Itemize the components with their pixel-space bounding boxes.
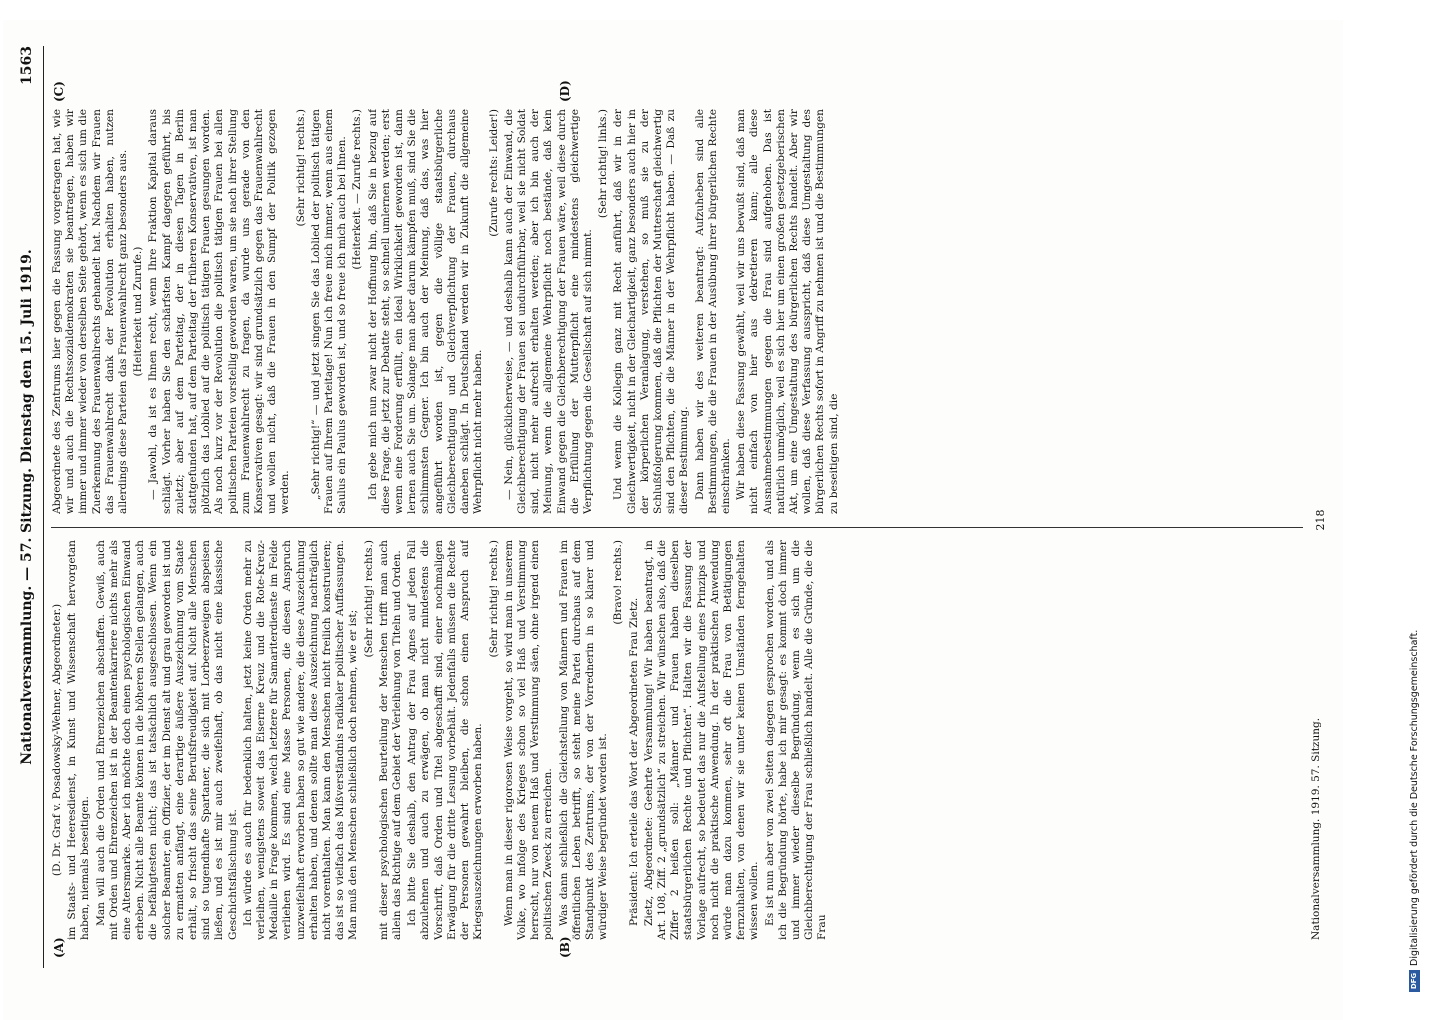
footer-session: Nationalversammlung. 1919. 57. Sitzung. bbox=[1309, 717, 1322, 940]
document-page bbox=[3, 20, 1343, 1020]
paragraph: Man will auch die Orden und Ehrenzeichen abschaffen. Gewiß, auch mit Orden und Ehrenzeichen ist in der Beamtenkarriere nichts mehr als eine Altersmarke. Aber ich möchte doch einen psychologischen Einwand erheben. Nicht alle Beamte können in die höheren Stellen gelangen, auch die befähigtesten nicht; das ist tatsächlich ausgeschlossen. Wenn ein solcher Beamter, ein Offizier, der im Dienst alt und grau geworden ist und zu ermatten anfängt, eine derartige äußere Auszeichnung vom Staate erhält, so frischt das seine Berufsfreudigkeit auf. Nicht alle Menschen sind so tugendhafte Spartaner, die sich mit Lorbeerzweigen abspeisen ließen, und es ist mir auch zweifelhaft, ob das nicht eine klassische Geschichtsfälschung ist. bbox=[94, 540, 239, 940]
page-header bbox=[21, 46, 44, 968]
column-divider bbox=[51, 527, 1303, 528]
paragraph: Was dann schließlich die Gleichstellung von Männern und Frauen im öffentlichen Leben betrifft, so steht meine Partei durchaus auf dem Standpunkt des Zentrums, der von der Vorrednerin in so klarer und würdiger Weise begründet worden ist. bbox=[557, 540, 610, 940]
interjection: (Zurufe rechts: Leider!) bbox=[487, 109, 500, 237]
paragraph: mit dieser psychologischen Beurteilung der Menschen trifft man auch allein das Richtige auf dem Gebiet der Verleihung von Titeln und Orden. bbox=[377, 540, 404, 940]
paragraph: Es ist nun aber von zwei Seiten dagegen gesprochen worden, und als ich die Begründung hörte, habe ich mir gesagt: es kommt doch immer und immer wieder dieselbe Begründung, wenn es sich um die Gleichberechtigung der Frau schließlich handelt. Alle die Gründe, die die Frau bbox=[763, 540, 829, 940]
column-marker-a: (A) bbox=[52, 937, 66, 958]
paragraph: Ich bitte Sie deshalb, den Antrag der Frau Agnes auf jeden Fall abzulehnen und auch zu erwägen, ob man nicht mindestens die Vorschrift, daß Orden und Titel abgeschafft sind, einer nochmaligen Erwägung für die dritte Lesung vorbehält. Jedenfalls müssen die Rechte der Personen gewahrt bleiben, die schon einen Anspruch auf Kriegsauszeichnungen erworben haben. bbox=[406, 540, 485, 940]
dfg-logo-icon: DFG bbox=[1409, 970, 1420, 992]
interjection: (Bravo! rechts.) bbox=[612, 540, 625, 625]
column-marker-d: (D) bbox=[558, 80, 572, 102]
speech-opening: Zietz, Abgeordnete: Geehrte Versammlung! Wir haben beantragt, in Art. 108, Ziff. 2 „grundsätzlich“ zu streichen. Wir wünschen also, daß die Ziffer 2 heißen soll: „Männer und Frauen haben dieselben staatsbürgerlichen Rechte und Pflichten“. Halten wir die Fassung der Vorlage aufrecht, so bedeutet das nur die Aufstellung eines Prinzips und noch nicht die praktische Anwendung. In der praktischen Anwendung würde man dazu kommen, sehr oft die Frau von Betätigungen fernzuhalten, von denen wir sie unter keinen Umständen ferngehalten wissen wollen. bbox=[642, 540, 761, 940]
interjection: (Sehr richtig! rechts.) bbox=[487, 540, 500, 658]
paragraph: Dann haben wir des weiteren beantragt: Aufzuheben sind alle Bestimmungen, die die Frauen in der Ausübung ihrer bürgerlichen Rechte einschränken. bbox=[693, 109, 732, 514]
paragraph: Wir haben diese Fassung gewählt, weil wir uns bewußt sind, daß man nicht einfach von hier aus dekretieren kann; alle diese Ausnahmebestimmungen gegen die Frau sind aufgehoben. Das ist natürlich unmöglich, weil es sich hier um einen großen gesetzgeberischen Akt, um eine Umgestaltung des bürgerlichen Rechts handelt. Aber wir wollen, daß diese Verfassung ausspricht, daß diese Umgestaltung des bürgerlichen Rechts sofort in Angriff zu nehmen ist und die Bestimmungen zu beseitigen sind, die bbox=[735, 109, 840, 514]
column-marker-c: (C) bbox=[52, 81, 66, 102]
page-number: 1563 bbox=[19, 46, 35, 85]
paragraph: — Jawohl, da ist es Ihnen recht, wenn Ihre Fraktion Kapital daraus schlägt. Vorher haben Sie den schärfsten Kampf dagegen geführt, bis zuletzt; aber auf dem Parteitag, der in diesen Tagen in Berlin stattgefunden hat, auf dem Parteitag der früheren Konservativen, ist man plötzlich das Loblied auf die politisch tätigen Frauen gesungen worden. Als noch kurz vor der Revolution die politisch tätigen Frauen bei allen politischen Parteien vorstellig geworden waren, um sie nach ihrer Stellung zum Frauenwahlrecht zu fragen, da wurde uns gerade von den Konservativen gesagt: wir sind grundsätzlich gegen das Frauenwahlrecht und wollen nicht, daß die Frauen in den Sumpf der Politik gezogen werden. bbox=[147, 109, 292, 514]
interjection: (Sehr richtig! rechts.) bbox=[362, 540, 375, 658]
interjection: (Sehr richtig! rechts.) bbox=[294, 109, 307, 227]
paragraph: „Sehr richtig!“ — und jetzt singen Sie das Loblied der politisch tätigen Frauen auf Ihrem Parteitage! Nun ich freue mich immer, wenn aus einem Saulus ein Paulus geworden ist, und so freue ich mich auch bei Ihnen. bbox=[309, 109, 349, 514]
paragraph: Ich würde es auch für bedenklich halten, jetzt keine Orden mehr zu verleihen, wenigstens soweit das Eiserne Kreuz und die Rote-Kreuz-Medaille in Frage kommen, welch letztere für Samariterdienste im Felde verliehen wird. Es sind eine Masse Personen, die diesen Anspruch unzweifelhaft erworben haben so gut wie andere, die diese Auszeichnung erhalten haben, und denen sollte man diese Auszeichnung nachträglich nicht vorenthalten. Man kann den Menschen nicht freilich konstruieren; das ist so vielfach das Mißverständnis radikaler politischer Auffassungen. Man muß den Menschen schließlich doch nehmen, wie er ist; bbox=[241, 540, 360, 940]
paragraph: im Staats- und Heeresdienst, in Kunst und Wissenschaft hervorgetan haben, niemals beseitigen. bbox=[66, 540, 92, 940]
paragraph: Wenn man in dieser rigorosen Weise vorgeht, so wird man in unserem Volke, wo infolge des Krieges schon so viel Haß und Verstimmung herrscht, nur von neuem Haß und Verstimmung säen, ohne irgend einen politischen Zweck zu erreichen. bbox=[502, 540, 555, 940]
interjection: (Heiterkeit. — Zurufe rechts.) bbox=[351, 109, 364, 270]
paragraph: Ich gebe mich nun zwar nicht der Hoffnung hin, daß Sie in bezug auf diese Frage, die jetzt zur Debatte steht, so schnell umlernen werden; erst wenn eine Forderung erfüllt, ein Ideal Wirklichkeit geworden ist, dann lernen auch Sie um. Solange man aber darum kämpfen muß, sind Sie die schlimmsten Gegner. Ich bin auch der Meinung, daß das, was hier angeführt worden ist, gegen die völlige staatsbürgerliche Gleichberechtigung und Gleichverpflichtung der Frauen, durchaus daneben schlägt. In Deutschland werden wir in Zukunft die allgemeine Wehrpflicht nicht mehr haben. bbox=[366, 109, 485, 514]
column-marker-b: (B) bbox=[558, 936, 572, 958]
page-title: Nationalversammlung. — 57. Sitzung. Dienstag den 15. Juli 1919. bbox=[19, 249, 35, 765]
paragraph: Abgeordnete des Zentrums hier gegen die Fassung vorgetragen hat, wie wir und auch die Rechtssozialdemokraten sie beantragen, haben wir immer und immer wieder von derselben Seite gehört, wenn es sich um die Zuerkennung des Frauenwahlrechts gehandelt hat. Nachdem wir Frauen das Frauenwahlrecht dank der Revolution erhalten haben, nutzen allerdings diese Parteien das Frauenwahlrecht ganz besonders aus. bbox=[51, 109, 130, 514]
left-column bbox=[51, 540, 1303, 940]
paragraph: — Nein, glücklicherweise, — und deshalb kann auch der Einwand, die Gleichberechtigung der Frauen sei undurchführbar, weil sie nicht Soldat sind, nicht mehr aufrecht erhalten werden; aber ich bin auch der Meinung, wenn die allgemeine Wehrpflicht noch bestände, daß kein Einwand gegen die Gleichberechtigung der Frauen wäre, weil diese durch die Erfüllung der Mutterpflicht eine mindestens gleichwertige Verpflichtung gegen die Gesellschaft auf sich nimmt. bbox=[502, 109, 594, 514]
interjection: (Heiterkeit und Zurufe.) bbox=[132, 246, 145, 377]
speaker-continuation: (D. Dr. Graf v. Posadowsky-Wehner, Abgeordneter.) bbox=[51, 603, 63, 877]
right-column bbox=[51, 109, 1303, 514]
footer-page-marker: 218 bbox=[1313, 509, 1327, 531]
paragraph: Und wenn die Kollegin ganz mit Recht anführt, daß wir in der Gleichwertigkeit, nicht in der Gleichartigkeit, ganz besonders auch hier in der körperlichen Veranlagung, verstehen, so muß sie zu der Schlußfolgerung kommen, daß die Pflichten der Mutterschaft gleichwertig sind den Pflichten, die die Männer in der Wehrpflicht haben. — Daß zu dieser Bestimmung. bbox=[612, 109, 691, 514]
president-remark: Präsident: Ich erteile das Wort der Abgeordneten Frau Zietz. bbox=[627, 597, 640, 926]
interjection: (Sehr richtig! links.) bbox=[597, 109, 610, 219]
credit-text: Digitalisierung gefördert durch die Deutsche Forschungsgemeinschaft. bbox=[1409, 629, 1420, 966]
digitization-credit bbox=[1409, 630, 1420, 992]
